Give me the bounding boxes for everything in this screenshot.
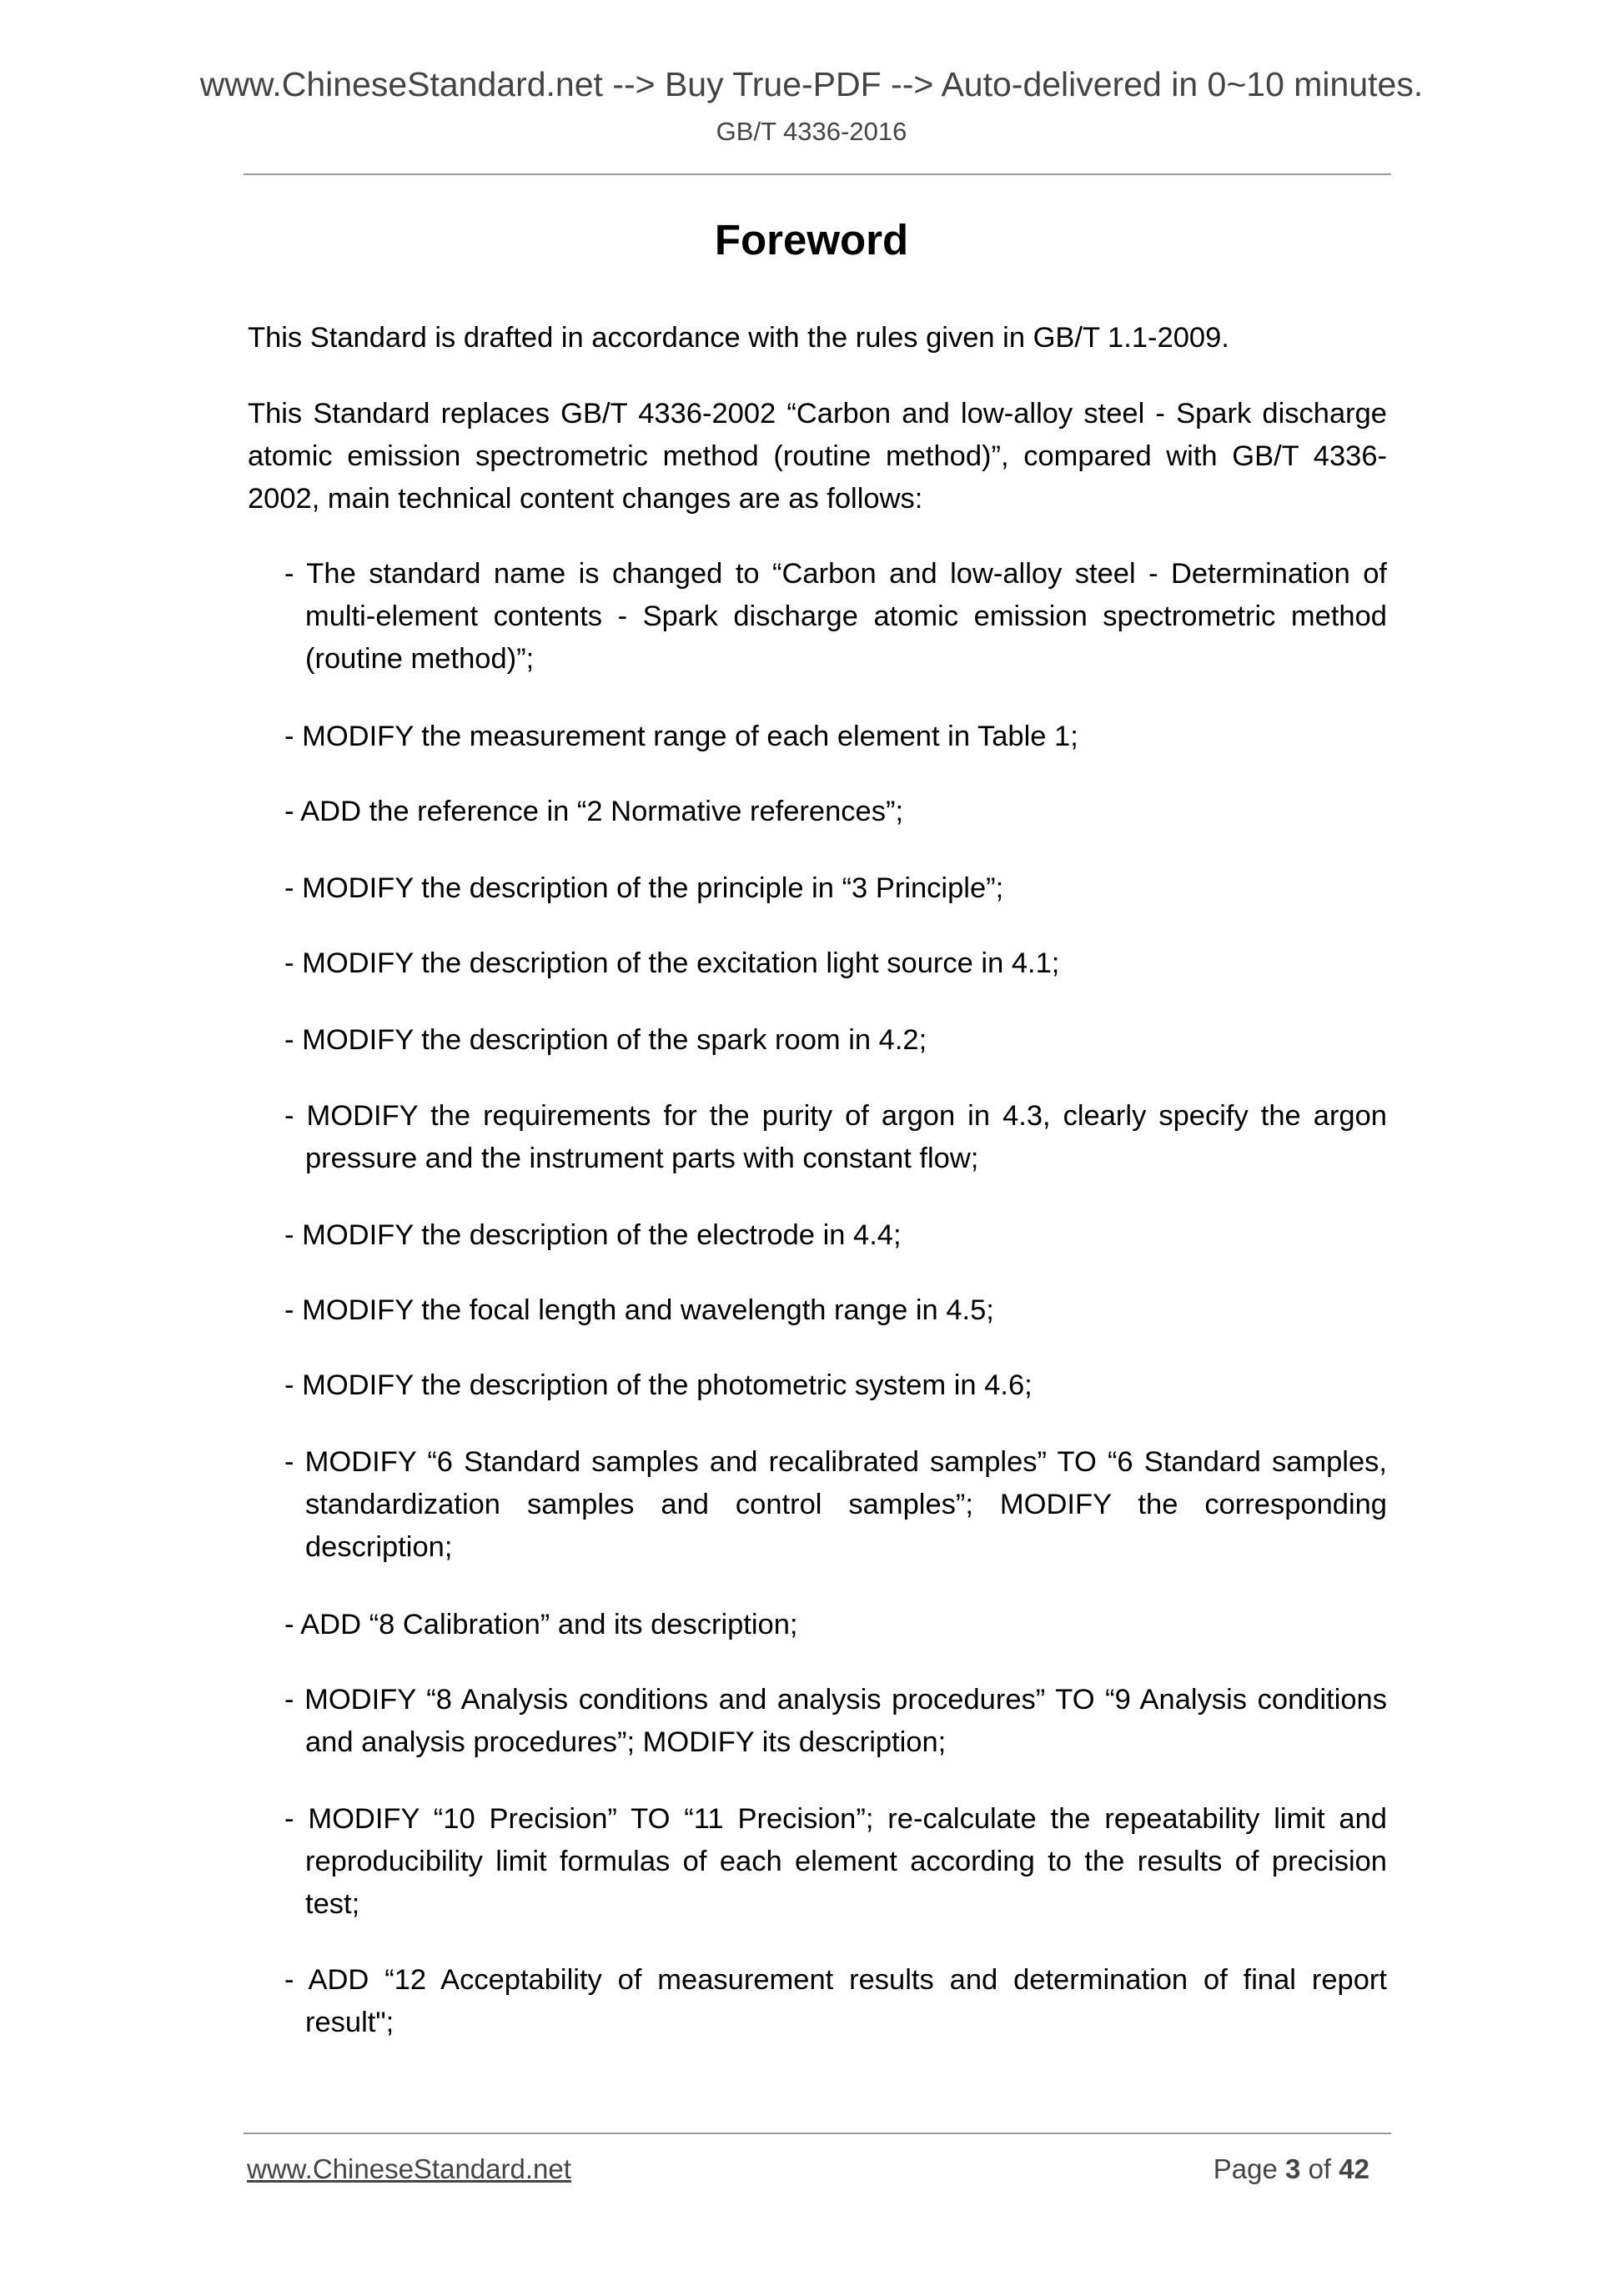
header-doc-id: GB/T 4336-2016 [716, 117, 907, 146]
list-item: - MODIFY the description of the spark room in 4.2; [284, 1024, 927, 1056]
list-item: - MODIFY the requirements for the purity of argon in 4.3, clearly specify the argon pressure and the instrument parts with constant flow; [284, 1100, 1387, 1174]
list-item: - MODIFY the focal length and wavelength range in 4.5; [284, 1294, 994, 1326]
list-item: - MODIFY the description of the excitation light source in 4.1; [284, 947, 1060, 979]
list-item: - MODIFY the description of the photometric system in 4.6; [284, 1369, 1033, 1401]
list-item: - MODIFY “6 Standard samples and recalibrated samples” TO “6 Standard samples, standardization samples and control samples”; MODIFY the corresponding description; [284, 1446, 1387, 1563]
page-title: Foreword [714, 216, 909, 264]
list-item: - MODIFY the description of the electrode in 4.4; [284, 1219, 902, 1251]
header-banner: www.ChineseStandard.net --> Buy True-PDF --> Auto-delivered in 0~10 minutes. [199, 65, 1424, 103]
page-total: 42 [1339, 2153, 1369, 2184]
list-item: - ADD “12 Acceptability of measurement results and determination of final report result"; [284, 1964, 1387, 2038]
list-item: - The standard name is changed to “Carbon and low-alloy steel - Determination of multi-element contents - Spark discharge atomic emission spectrometric method (routine method)”; [284, 558, 1387, 675]
list-item: - MODIFY “8 Analysis conditions and analysis procedures” TO “9 Analysis conditions and analysis procedures”; MODIFY its description; [284, 1684, 1387, 1758]
header-divider [244, 173, 1391, 175]
page-label: Page [1213, 2153, 1278, 2184]
page-current: 3 [1285, 2153, 1301, 2184]
paragraph: This Standard replaces GB/T 4336-2002 “Carbon and low-alloy steel - Spark discharge atomic emission spectrometric method (routine method)”, compared with GB/T 4336-2002, main technical content changes are as follows: [248, 398, 1387, 515]
page-of: of [1308, 2153, 1332, 2184]
paragraph: This Standard is drafted in accordance with the rules given in GB/T 1.1-2009. [248, 322, 1229, 354]
list-item: - MODIFY the measurement range of each element in Table 1; [284, 721, 1078, 752]
list-item: - MODIFY the description of the principle in “3 Principle”; [284, 872, 1004, 904]
list-item: - MODIFY “10 Precision” TO “11 Precision”; re-calculate the repeatability limit and reproducibility limit formulas of each element according to the results of precision test; [284, 1803, 1387, 1920]
list-item: - ADD “8 Calibration” and its description; [284, 1609, 798, 1640]
footer-website-link[interactable]: www.ChineseStandard.net [247, 2153, 571, 2184]
footer-divider [244, 2133, 1391, 2134]
list-item: - ADD the reference in “2 Normative references”; [284, 796, 904, 827]
page-number [1213, 2153, 1369, 2185]
